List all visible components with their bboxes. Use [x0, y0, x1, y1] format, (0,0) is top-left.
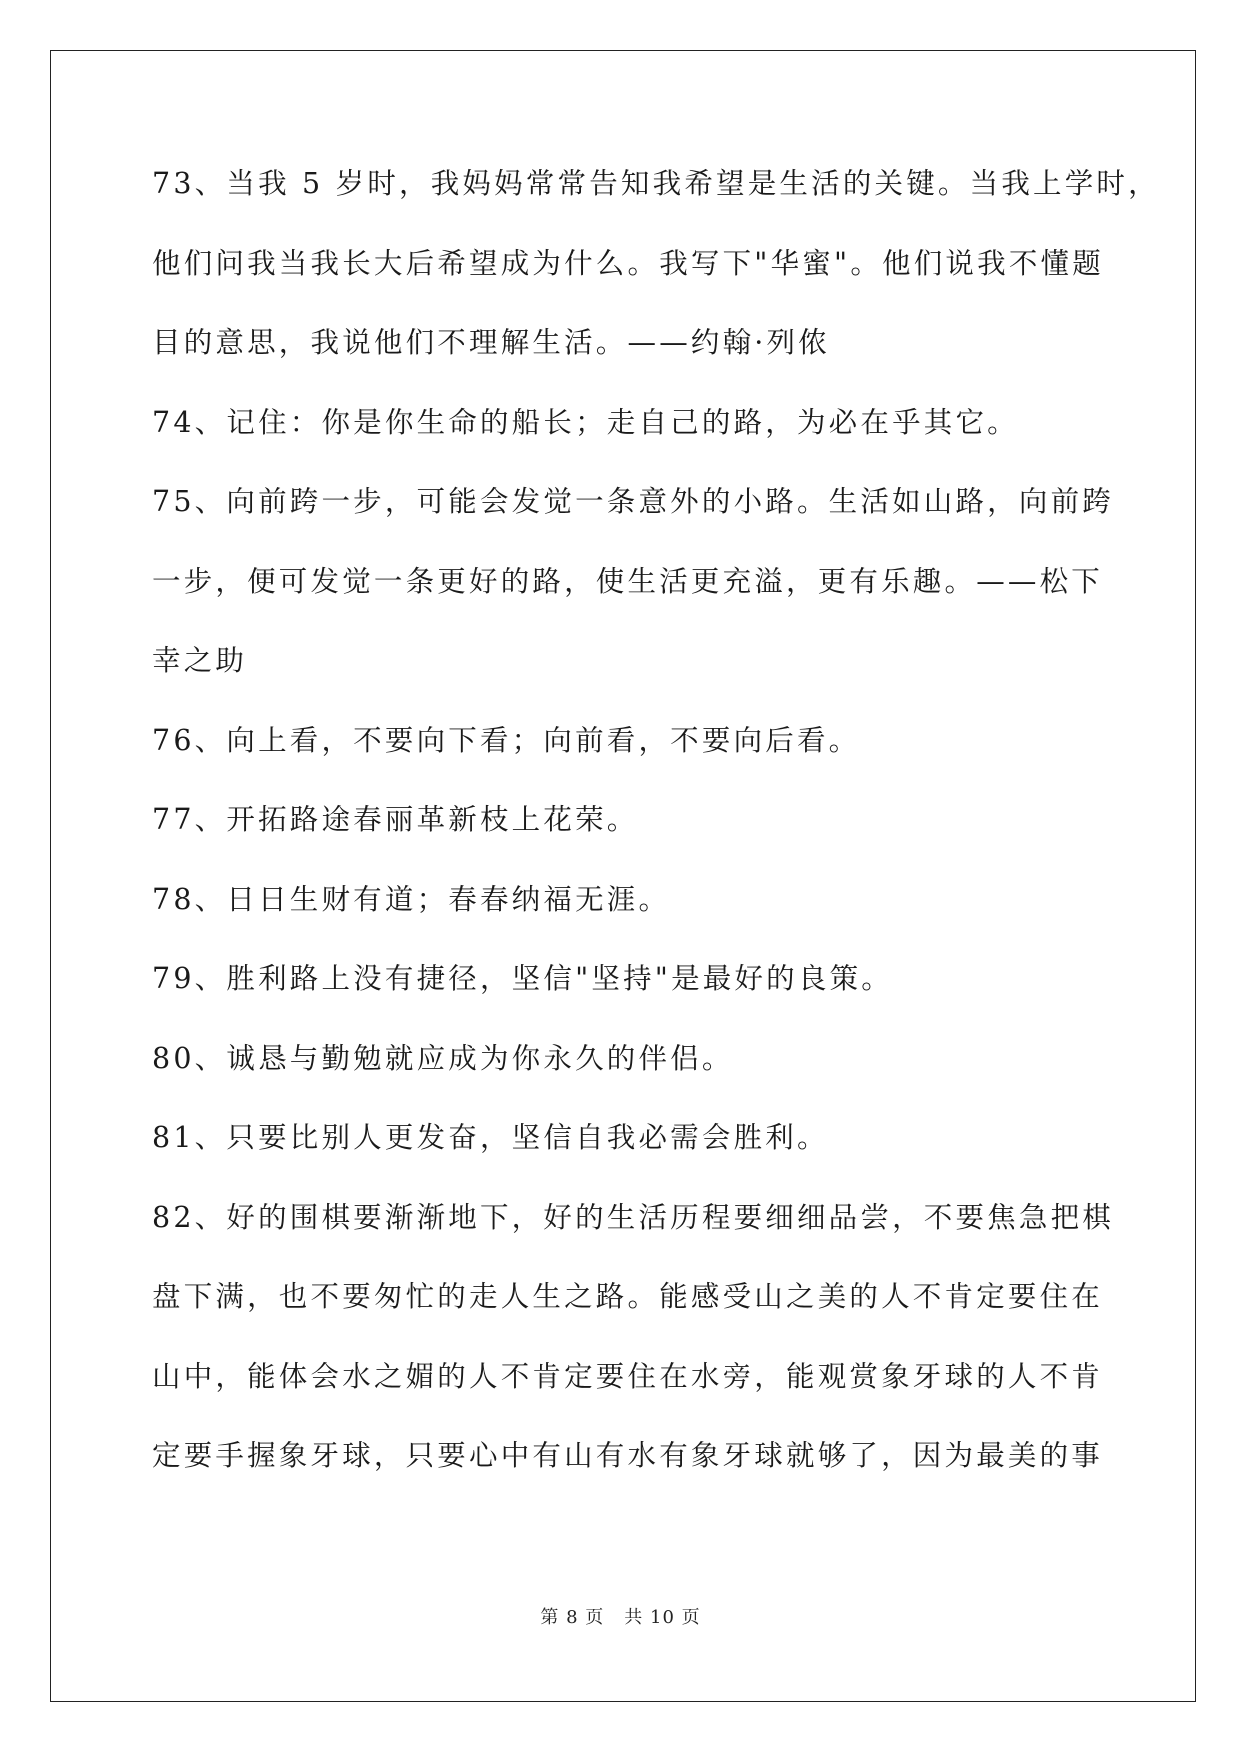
text-line: 78、日日生财有道；春春纳福无涯。 — [152, 882, 671, 916]
text-line: 他们问我当我长大后希望成为什么。我写下"华蜜"。他们说我不懂题 — [152, 246, 1104, 280]
text-line: 目的意思，我说他们不理解生活。——约翰·列侬 — [152, 326, 830, 359]
text-line: 75、向前跨一步，可能会发觉一条意外的小路。生活如山路，向前跨 — [152, 485, 1114, 518]
text-line: 76、向上看，不要向下看；向前看，不要向后看。 — [152, 723, 861, 757]
text-line: 山中，能体会水之媚的人不肯定要住在水旁，能观赏象牙球的人不肯 — [152, 1359, 1104, 1393]
page-number-total: 共 10 页 — [624, 1607, 701, 1628]
text-line: 一步，便可发觉一条更好的路，使生活更充溢，更有乐趣。——松下 — [152, 564, 1104, 598]
page-number-current: 第 8 页 — [540, 1607, 605, 1628]
text-line: 定要手握象牙球，只要心中有山有水有象牙球就够了，因为最美的事 — [152, 1439, 1104, 1472]
text-line: 73、当我 5 岁时，我妈妈常常告知我希望是生活的关键。当我上学时， — [152, 167, 1160, 200]
text-line: 盘下满，也不要匆忙的走人生之路。能感受山之美的人不肯定要住在 — [152, 1280, 1104, 1313]
text-line: 80、诚恳与勤勉就应成为你永久的伴侣。 — [152, 1041, 734, 1075]
text-line: 81、只要比别人更发奋，坚信自我必需会胜利。 — [152, 1121, 829, 1154]
text-line: 77、开拓路途春丽革新枝上花荣。 — [152, 803, 639, 836]
text-line: 79、胜利路上没有捷径，坚信"坚持"是最好的良策。 — [152, 962, 893, 995]
document-body — [152, 164, 1160, 1516]
text-line: 74、记住：你是你生命的船长；走自己的路，为必在乎其它。 — [152, 405, 1019, 439]
page-footer — [0, 1603, 1241, 1629]
text-line: 幸之助 — [152, 644, 248, 677]
text-line: 82、好的围棋要渐渐地下，好的生活历程要细细品尝，不要焦急把棋 — [152, 1200, 1114, 1234]
